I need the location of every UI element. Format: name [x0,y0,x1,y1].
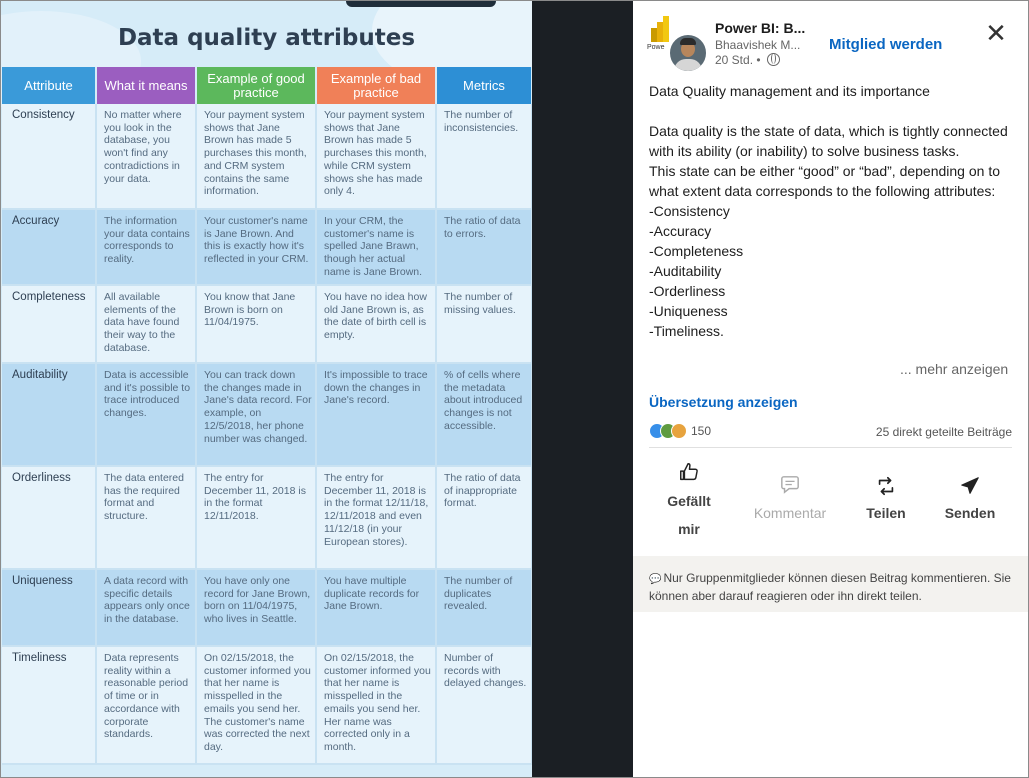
shares-count[interactable]: 25 direkt geteilte Beiträge [875,425,1012,439]
metrics-cell: The number of duplicates revealed. [436,569,532,646]
post-line: -Consistency [649,203,730,219]
post-line [649,101,1019,121]
attribute-cell: Completeness [2,285,96,363]
join-group-button[interactable]: Mitglied werden [829,36,943,53]
bad-practice-cell: Your payment system shows that Jane Brown has made 5 purchases this month, while CRM system shows she has made only 4. [316,104,436,209]
attribute-cell: Consistency [2,104,96,209]
meaning-cell: No matter where you look in the database, you won't find any contradictions in your data. [96,104,196,209]
bad-practice-cell: You have no idea how old Jane Brown is, as the date of birth cell is empty. [316,285,436,363]
meaning-cell: Data is accessible and it's possible to trace introduced changes. [96,363,196,466]
table-row [2,466,532,569]
attribute-cell: Accuracy [2,209,96,285]
send-button[interactable] [938,461,1002,521]
metrics-cell: % of cells where the metadata about introduced changes is not accessible. [436,363,532,466]
header-metrics: Metrics [436,67,532,104]
insightful-reaction-icon [671,423,687,439]
good-practice-cell: You know that Jane Brown is born on 11/04/1975. [196,285,316,363]
metrics-cell: The ratio of data to errors. [436,209,532,285]
post-line: -Auditability [649,263,722,279]
post-image [1,1,532,777]
infographic-title: Data quality attributes [117,25,416,51]
notice-text-wrapper [649,570,1019,604]
divider [649,447,1012,448]
good-practice-cell: Your payment system shows that Jane Brown has made 5 purchases this month, and CRM system contains the same information. [196,104,316,209]
header-attribute: Attribute [2,67,96,104]
attribute-cell: Auditability [2,363,96,466]
comment-icon: 💬 [649,574,662,585]
metrics-cell: The ratio of data of inappropriate format. [436,466,532,569]
post-time [715,53,780,67]
post-line: -Timeliness. [649,323,724,339]
globe-icon [767,53,780,66]
meaning-cell: The information your data contains corresponds to reality. [96,209,196,285]
post-line: -Accuracy [649,223,712,239]
table-row [2,646,532,764]
time-text: 20 Std. • [715,53,761,67]
header-good-practice: Example of good practice [196,67,316,104]
meaning-cell: All available elements of the data have found their way to the database. [96,285,196,363]
bad-practice-cell: On 02/15/2018, the customer informed you that her name is misspelled in the emails you send her. Her name was corrected only in a month. [316,646,436,764]
good-practice-cell: You have only one record for Jane Brown, born on 11/04/1975, who lives in Seattle. [196,569,316,646]
like-button[interactable] [659,461,719,543]
table-row [2,209,532,285]
meaning-cell: A data record with specific details appears only once in the database. [96,569,196,646]
good-practice-cell: You can track down the changes made in Jane's data record. For example, on 12/5/2018, her phone number was changed. [196,363,316,466]
header-what-it-means: What it means [96,67,196,104]
post-line: Data quality is the state of data, which is tightly connected with its ability (or inability) to solve business tasks. [649,123,1008,159]
bad-practice-cell: In your CRM, the customer's name is spelled Jane Brawn, though her actual name is Jane Brown. [316,209,436,285]
post-line: -Orderliness [649,283,726,299]
metrics-cell: The number of inconsistencies. [436,104,532,209]
table-row [2,363,532,466]
attribute-cell: Timeliness [2,646,96,764]
share-icon [858,475,914,501]
like-label: Gefällt mir [667,493,711,537]
meaning-cell: Data represents reality within a reasonable period of time or in accordance with corporate standards. [96,646,196,764]
post-line: This state can be either “good” or “bad”, depending on to what extent data corresponds to the following attributes: [649,163,1000,199]
comment-label: Kommentar [753,505,827,521]
data-quality-table [2,67,532,765]
comment-disabled-icon [745,475,835,501]
metrics-cell: Number of records with delayed changes. [436,646,532,764]
send-icon [938,475,1002,501]
decorative-strip [346,1,496,7]
attribute-cell: Orderliness [2,466,96,569]
notice-text: Nur Gruppenmitglieder können diesen Beitrag kommentieren. Sie können aber darauf reagieren oder ihn direkt teilen. [649,571,1011,603]
logo-caption: Powe [647,44,665,51]
post-body [649,81,1019,341]
send-label: Senden [944,505,996,521]
meaning-cell: The data entered has the required format and structure. [96,466,196,569]
good-practice-cell: Your customer's name is Jane Brown. And this is exactly how it's reflected in your CRM. [196,209,316,285]
attribute-cell: Uniqueness [2,569,96,646]
bad-practice-cell: You have multiple duplicate records for Jane Brown. [316,569,436,646]
good-practice-cell: The entry for December 11, 2018 is in the format 12/11/2018. [196,466,316,569]
avatar[interactable] [669,34,707,72]
comment-restriction-notice [633,556,1028,612]
group-name[interactable]: Power BI: B... [715,20,806,36]
header-bad-practice: Example of bad practice [316,67,436,104]
post-detail-panel [633,1,1028,777]
bad-practice-cell: The entry for December 11, 2018 is in the format 12/11/18, 12/11/2018 and even 11/12/18 (in your European stores). [316,466,436,569]
table-row [2,569,532,646]
share-button[interactable] [858,461,914,521]
show-more-link[interactable]: ... mehr anzeigen [900,361,1009,377]
bad-practice-cell: It's impossible to trace down the changes in Jane's record. [316,363,436,466]
close-icon[interactable]: ✕ [985,18,1007,48]
like-icon [659,461,719,487]
table-row [2,104,532,209]
author-name[interactable]: Bhaavishek M... [715,38,801,52]
post-line: Data Quality management and its importance [649,83,930,99]
comment-button [745,461,835,521]
table-row [2,285,532,363]
post-line: -Uniqueness [649,303,728,319]
show-translation-link[interactable]: Übersetzung anzeigen [649,394,798,410]
share-label: Teilen [866,505,906,521]
good-practice-cell: On 02/15/2018, the customer informed you that her name is misspelled in the emails you send her. The customer's name was corrected the next day. [196,646,316,764]
reaction-count: 150 [691,424,712,438]
post-line: -Completeness [649,243,744,259]
metrics-cell: The number of missing values. [436,285,532,363]
